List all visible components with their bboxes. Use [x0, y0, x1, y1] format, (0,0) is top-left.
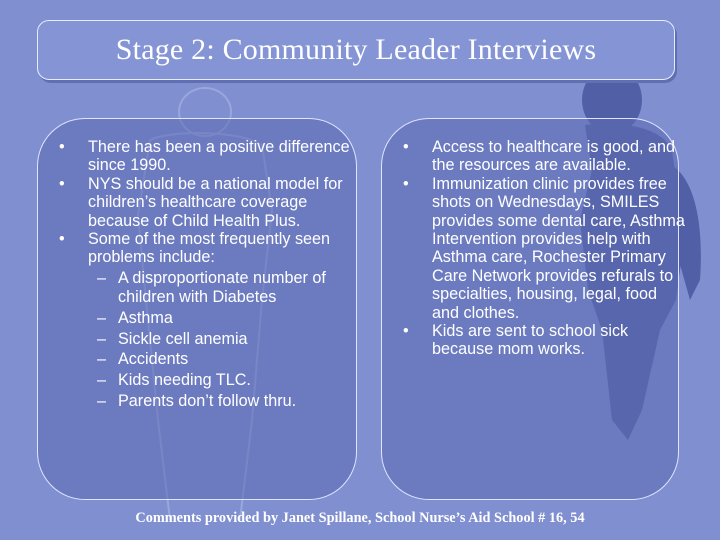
dash-marker: –	[97, 308, 107, 327]
bullet-text: Some of the most frequently seen problems include:	[88, 230, 331, 267]
bullet-item	[398, 138, 688, 175]
sub-bullet-item	[54, 269, 354, 306]
dash-marker: –	[97, 392, 107, 411]
bullet-item	[398, 322, 688, 359]
left-column	[54, 138, 354, 411]
bullet-text: There has been a positive difference since 1990.	[88, 138, 350, 175]
sub-bullet-text: A disproportionate number of children with Diabetes	[118, 269, 326, 306]
bullet-item	[54, 138, 354, 175]
bullet-marker: •	[59, 230, 65, 249]
dash-marker: –	[97, 350, 107, 369]
sub-bullet-item	[54, 350, 354, 368]
bullet-text: Kids are sent to school sick because mom works.	[432, 322, 629, 359]
bullet-marker: •	[403, 174, 409, 193]
sub-bullet-item	[54, 309, 354, 327]
dash-marker: –	[97, 371, 107, 390]
footer-credit: Comments provided by Janet Spillane, School Nurse’s Aid School # 16, 54	[135, 510, 585, 526]
sub-bullet-text: Sickle cell anemia	[118, 329, 248, 348]
right-column	[398, 138, 688, 359]
bullet-text: Immunization clinic provides free shots on Wednesdays, SMILES provides some dental care, Asthma Intervention provides help with Asthma care, Rochester Primary Care Network provides refurals to specialties, housing, legal, food and clothes.	[432, 174, 685, 322]
slide-title: Stage 2: Community Leader Interviews	[115, 33, 597, 66]
bullet-marker: •	[403, 322, 409, 341]
bullet-item	[54, 175, 354, 230]
bullet-marker: •	[403, 138, 409, 156]
sub-bullet-text: Accidents	[118, 350, 189, 369]
sub-bullet-item	[54, 330, 354, 348]
bullet-marker: •	[59, 174, 65, 193]
dash-marker: –	[97, 329, 107, 348]
bullet-marker: •	[59, 138, 65, 156]
title-box	[37, 20, 675, 80]
sub-bullet-text: Parents don’t follow thru.	[118, 392, 297, 411]
dash-marker: –	[97, 269, 107, 288]
bullet-text: NYS should be a national model for children’s healthcare coverage because of Child Health Plus.	[88, 174, 343, 230]
sub-bullet-text: Kids needing TLC.	[118, 371, 251, 390]
bullet-item	[398, 175, 688, 322]
bullet-item	[54, 230, 354, 267]
sub-bullet-item	[54, 371, 354, 389]
sub-bullet-item	[54, 392, 354, 410]
sub-bullet-text: Asthma	[118, 308, 173, 327]
bullet-text: Access to healthcare is good, and the resources are available.	[432, 138, 675, 175]
